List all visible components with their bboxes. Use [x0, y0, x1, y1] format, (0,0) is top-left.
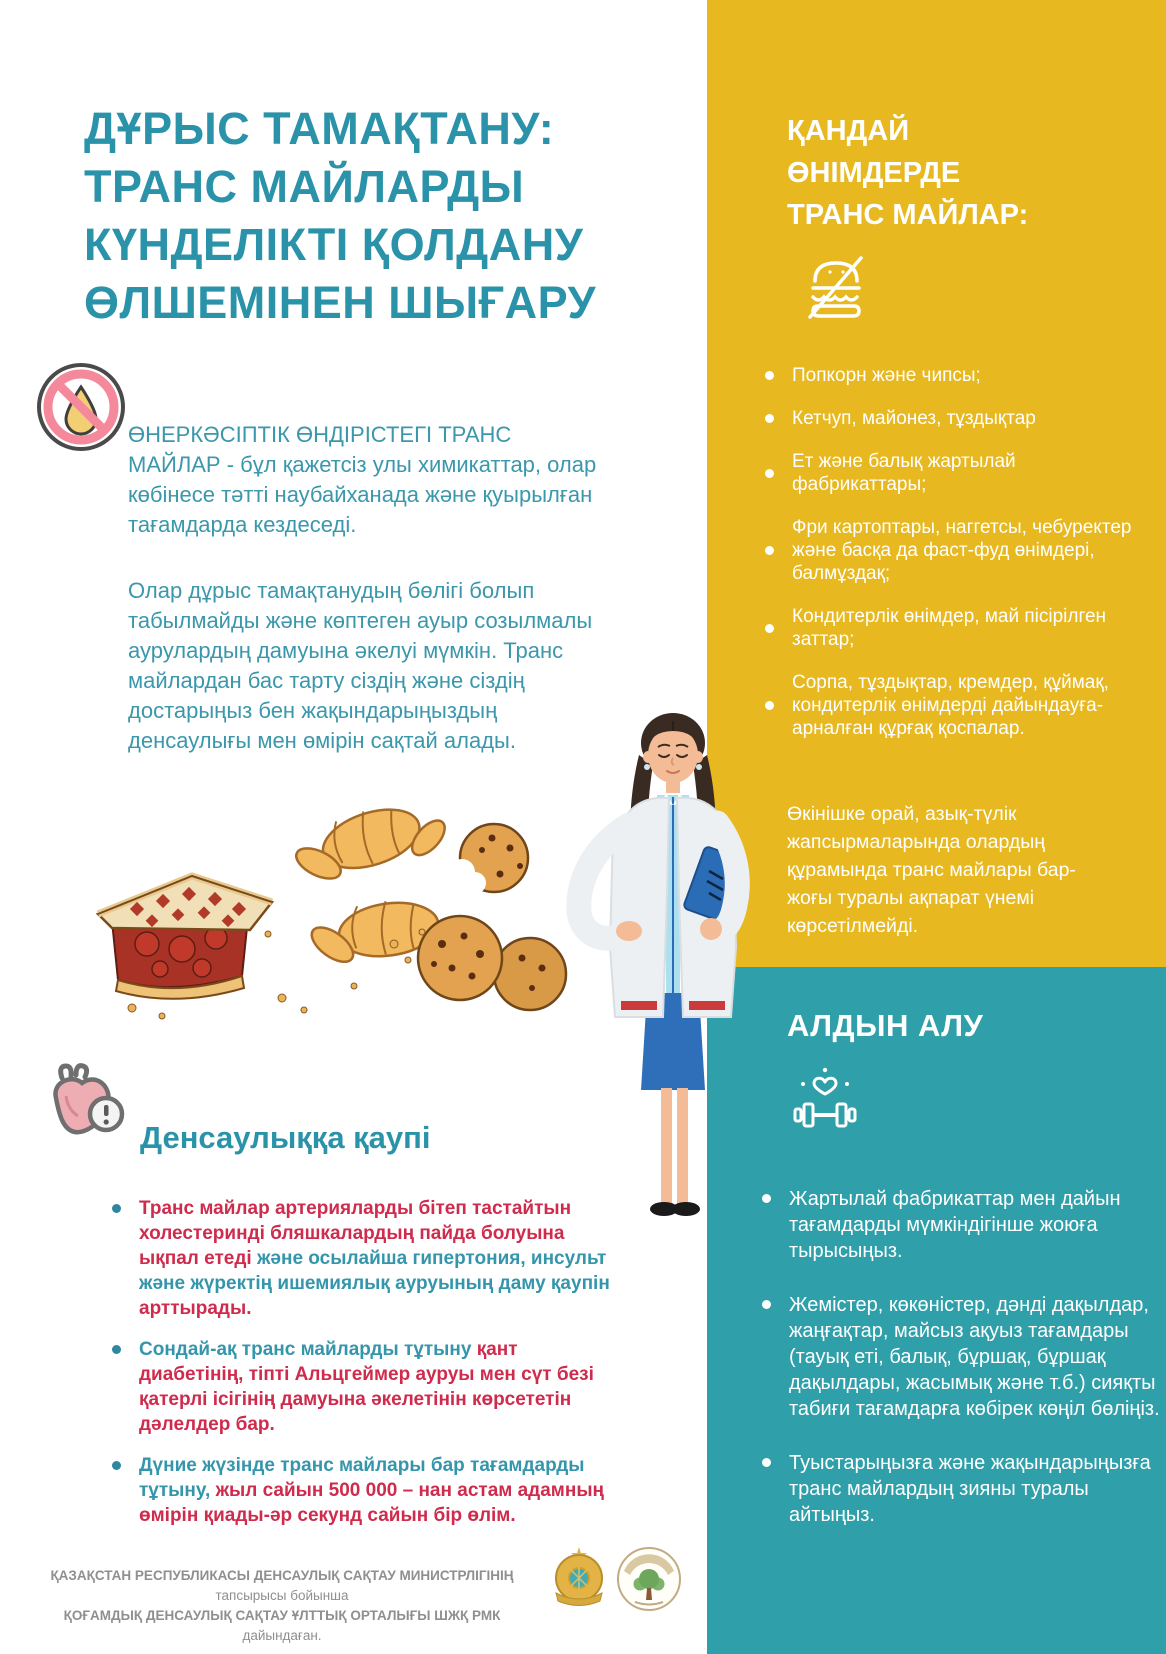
list-item: [762, 1292, 1162, 1422]
list-item-text: Кетчуп, майонез, тұздықтар: [792, 408, 1036, 429]
page-title-line: ДҰРЫС ТАМАҚТАНУ:: [84, 103, 555, 154]
doctor-illustration: [563, 695, 785, 1223]
kazakhstan-emblem-logo: [548, 1545, 610, 1611]
footer-credit: [28, 1566, 536, 1646]
list-item-text: Дүние жүзінде транс майлары бар тағамдарды тұтыну, жыл сайын 500 000 – нан астам адамның өмірін қиады-әр секунд сайын бір өлім.: [139, 1455, 605, 1526]
bullet-dot: [112, 1461, 121, 1470]
products-heading-line: ТРАНС МАЙЛАР:: [787, 199, 1029, 231]
list-item: [765, 364, 1157, 387]
no-oil-drop-icon: [35, 361, 127, 453]
bullet-dot: [765, 469, 774, 478]
page-title-line: ТРАНС МАЙЛАРДЫ: [84, 161, 525, 212]
list-item: [112, 1337, 614, 1437]
list-item: [765, 605, 1157, 651]
products-bullet-list: [765, 364, 1157, 740]
health-risk-heading: Денсаулыққа қаупі: [140, 1120, 431, 1155]
list-item-text: Туыстарыңызға және жақындарыңызға транс майлардың зияны туралы айтыңыз.: [789, 1452, 1151, 1526]
list-item-text: Сорпа, тұздықтар, кремдер, құймақ, кондитерлік өнімдерді дайындауға- арналған құрғақ қоспалар.: [792, 672, 1109, 739]
list-item-text: Кондитерлік өнімдер, май пісірілген заттар;: [792, 606, 1107, 650]
list-item-text: Транс майлар артерияларды бітеп тастайтын холестеринді бляшкалардың пайда болуына ықпал етеді және осылайша гипертония, инсульт және жүректің ишемиялық ауруының даму қаупін арттырады.: [139, 1198, 610, 1319]
list-item: [765, 407, 1157, 430]
list-item: [765, 516, 1157, 585]
list-item: [112, 1453, 614, 1528]
list-item: [765, 450, 1157, 496]
products-heading: [787, 110, 1147, 236]
prevention-bullet-list: [762, 1186, 1162, 1528]
bullet-dot: [112, 1345, 121, 1354]
list-item: [762, 1450, 1162, 1528]
list-item-text: Попкорн және чипсы;: [792, 365, 981, 386]
list-item: [765, 671, 1157, 740]
bullet-dot: [765, 624, 774, 633]
footer-credit-line-2: ҚОҒАМДЫҚ ДЕНСАУЛЫҚ САҚТАУ ҰЛТТЫҚ ОРТАЛЫҒЫ ШЖҚ РМК дайындаған.: [63, 1608, 501, 1643]
products-heading-line: ӨНІМДЕРДЕ: [787, 157, 961, 189]
prevention-heading: АЛДЫН АЛУ: [787, 1008, 984, 1043]
list-item-text: Жемістер, көкөністер, дәнді дақылдар, жаңғақтар, майсыз ақуыз тағамдары (тауық еті, балық, бұршақ, бұршақ дақылдары, жасымық және т.б.) сияқты табиғи тағамдарға көбірек көңіл бөліңіз.: [789, 1294, 1160, 1420]
list-item: [762, 1186, 1162, 1264]
bullet-dot: [765, 546, 774, 555]
list-item-text: Сондай-ақ транс майларды тұтыну қант диабетінің, тіпті Альцгеймер ауруы мен сүт безі қатерлі ісігінің дамуына әкелетінін көрсететін дәлелдер бар.: [139, 1339, 594, 1435]
baked-goods-illustration: [92, 786, 572, 1021]
list-item-text: Жартылай фабрикаттар мен дайын тағамдарды мүмкіндігінше жоюға тырысыңыз.: [789, 1188, 1121, 1262]
list-item-text: Ет және балық жартылай фабрикаттары;: [792, 451, 1016, 495]
page-title-line: КҮНДЕЛІКТІ ҚОЛДАНУ: [84, 219, 584, 270]
list-item: [112, 1196, 614, 1321]
bullet-dot: [762, 1300, 771, 1309]
page-title-line: ӨЛШЕМІНЕН ШЫҒАРУ: [84, 277, 597, 328]
intro-paragraph-1: ӨНЕРКӘСІПТІК ӨНДІРІСТЕГІ ТРАНС МАЙЛАР - бұл қажетсіз улы химикаттар, олар көбінесе тәтті наубайханада және қуырылған тағамдарда кездеседі.: [128, 422, 597, 537]
intro-paragraph-2: Олар дұрыс тамақтанудың бөлігі болып табылмайды және көптеген ауыр созылмалы аурулардың дамуына әкелуі мүмкін. Транс майлардан бас тарту сіздің және сіздің достарыңыз бен жақындарыңыздың денсаулығы мен өмірін сақтай алады.: [128, 578, 593, 753]
list-item-text: Фри картоптары, наггетсы, чебуректер және басқа да фаст-фуд өнімдері, балмұздақ;: [792, 517, 1132, 584]
bullet-dot: [765, 414, 774, 423]
bullet-dot: [762, 1458, 771, 1467]
no-burger-icon: [798, 250, 874, 326]
heart-warning-icon: [38, 1062, 133, 1144]
health-bullet-list: [112, 1196, 614, 1528]
bullet-dot: [765, 371, 774, 380]
national-center-logo: [616, 1546, 682, 1612]
page-title: [84, 100, 694, 332]
footer-credit-line-1: ҚАЗАҚСТАН РЕСПУБЛИКАСЫ ДЕНСАУЛЫҚ САҚТАУ МИНИСТРЛІГІНІҢ тапсырысы бойынша: [50, 1568, 514, 1603]
fitness-dumbbell-icon: [788, 1066, 862, 1136]
labels-note: Өкінішке орай, азық-түлік жапсырмаларында олардың құрамында транс майлары бар-жоғы туралы ақпарат үнемі көрсетілмейді.: [787, 803, 1076, 937]
bullet-dot: [112, 1204, 121, 1213]
products-heading-line: ҚАНДАЙ: [787, 115, 910, 147]
